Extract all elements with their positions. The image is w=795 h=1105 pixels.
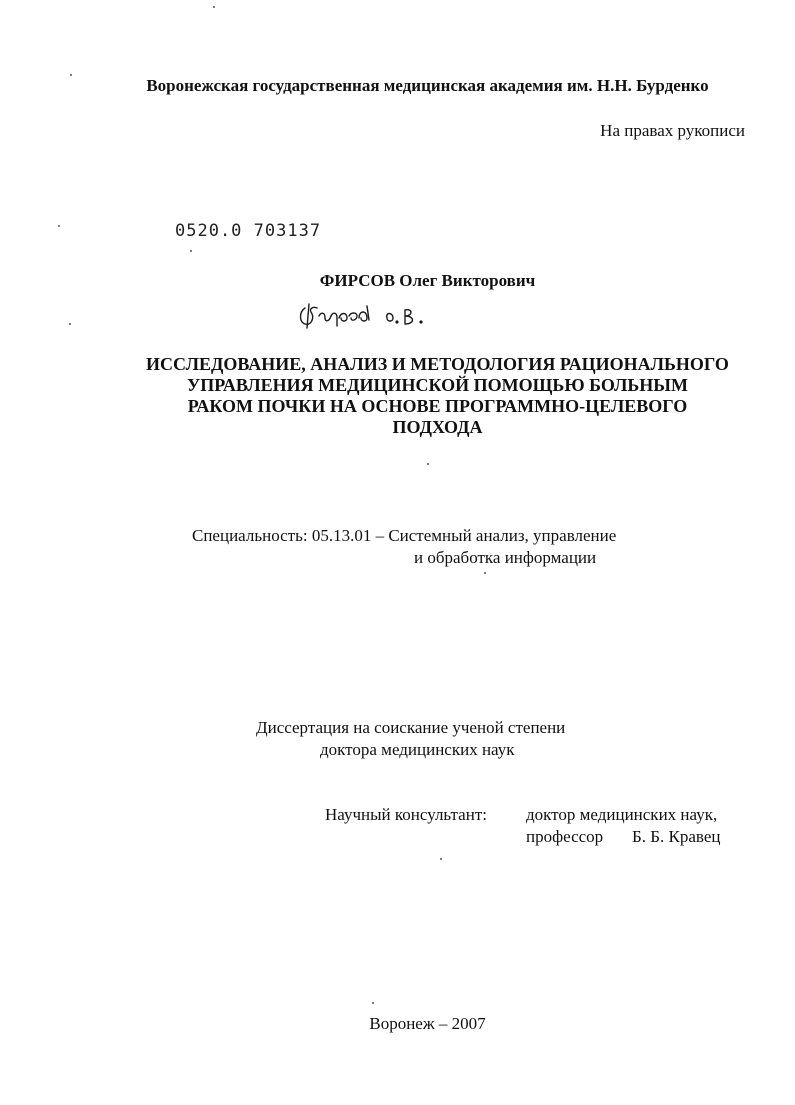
scan-speck [372, 1002, 374, 1004]
catalog-number-stamp: 0520.0 703137 [175, 221, 322, 241]
scan-speck [190, 250, 192, 252]
advisor-label: Научный консультант: [325, 805, 487, 824]
title-line: РАКОМ ПОЧКИ НА ОСНОВЕ ПРОГРАММНО-ЦЕЛЕВОГО [187, 396, 688, 416]
specialty-line-1: Специальность: 05.13.01 – Системный анализ, управление [192, 526, 617, 545]
institution-name: Воронежская государственная медицинская академия им. Н.Н. Бурденко [146, 76, 709, 95]
dissertation-degree-line-2: доктора медицинских наук [320, 740, 515, 759]
scan-speck [58, 225, 60, 227]
title-line: УПРАВЛЕНИЯ МЕДИЦИНСКОЙ ПОМОЩЬЮ БОЛЬНЫМ [187, 375, 688, 395]
scan-speck [440, 858, 442, 860]
dissertation-degree-line-1: Диссертация на соискание ученой степени [256, 718, 566, 737]
scan-speck [427, 463, 429, 465]
rights-note: На правах рукописи [600, 121, 745, 140]
advisor-degree: доктор медицинских наук, [526, 805, 718, 824]
specialty-line-2: и обработка информации [414, 548, 597, 567]
scan-speck [70, 74, 72, 76]
dissertation-title [80, 354, 795, 438]
scan-speck [213, 6, 215, 8]
scan-speck [69, 323, 71, 325]
scan-speck [484, 572, 486, 574]
title-line: ИССЛЕДОВАНИЕ, АНАЛИЗ И МЕТОДОЛОГИЯ РАЦИОНАЛЬНОГО [146, 354, 729, 374]
handwritten-signature [295, 300, 445, 337]
advisor-name: Б. Б. Кравец [632, 827, 721, 846]
city-year: Воронеж – 2007 [369, 1014, 486, 1033]
author-name: ФИРСОВ Олег Викторович [319, 271, 536, 290]
title-line: ПОДХОДА [392, 417, 483, 437]
advisor-rank: профессор [526, 827, 604, 846]
